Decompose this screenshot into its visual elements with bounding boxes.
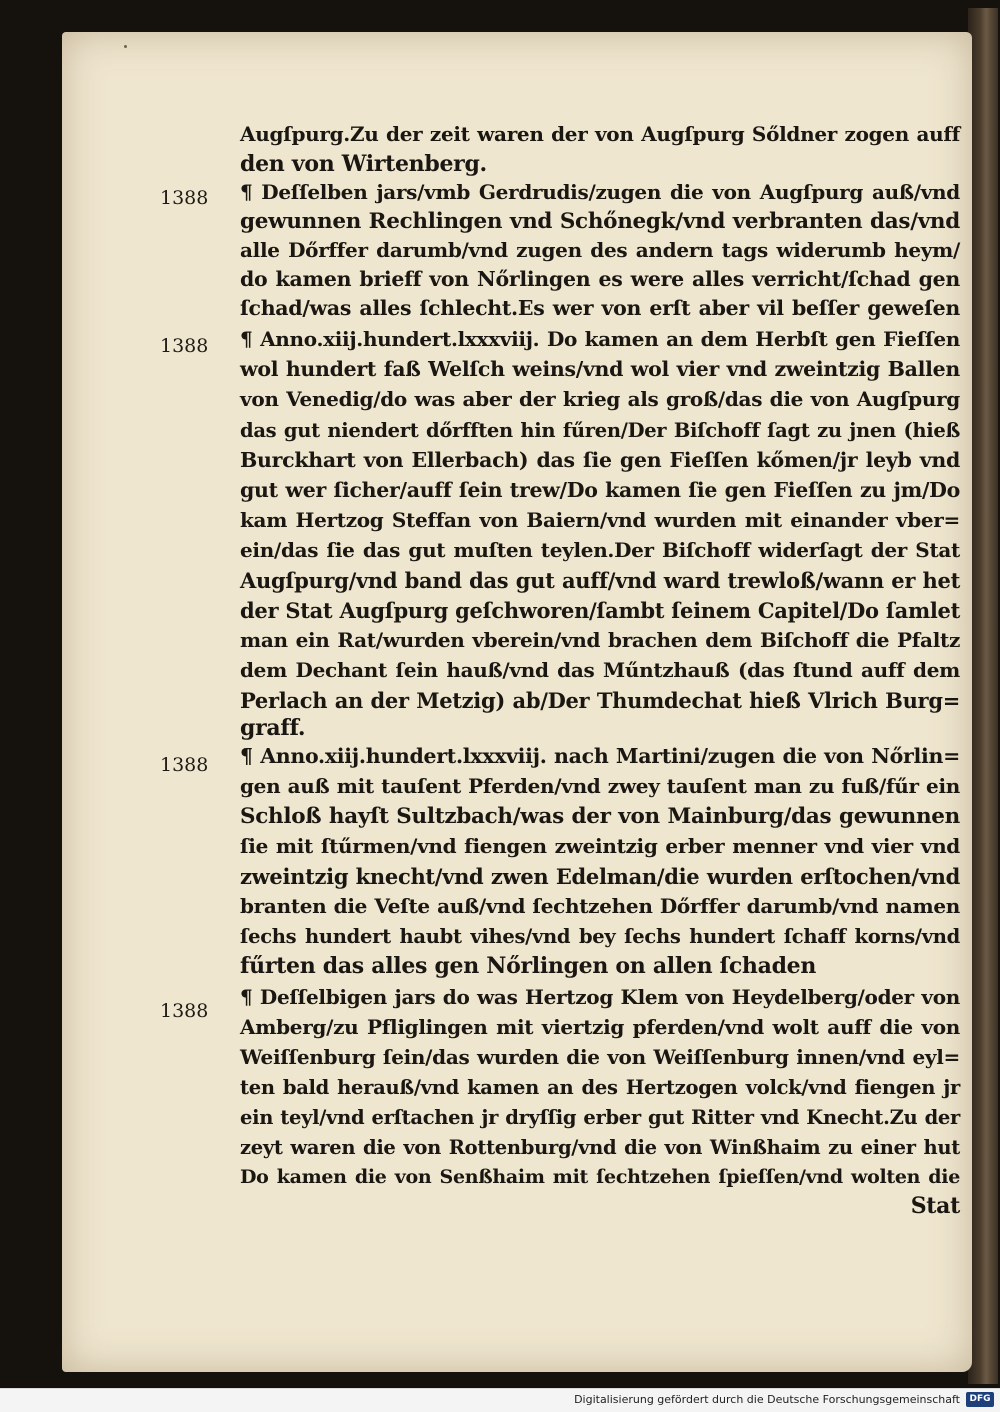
text-line: von Venedig/do was aber der krieg als groß/das die von Augſpurg xyxy=(240,387,960,411)
text-line: Augſpurg/vnd band das gut auff/vnd ward trewloß/wann er het xyxy=(240,568,960,593)
year-marginal-note: 1388 xyxy=(160,754,209,776)
text-line: Burckhart von Ellerbach) das ſie gen Fieſſen kőmen/jr leyb vnd xyxy=(240,448,960,472)
text-line: branten die Veſte auß/vnd ſechtzehen Dőrffer darumb/vnd namen xyxy=(240,894,960,918)
text-line: gut wer ſicher/auff ſein trew/Do kamen ſie gen Fieſſen zu jm/Do xyxy=(240,478,960,502)
text-line: ¶ Deſſelben jars/vmb Gerdrudis/zugen die von Augſpurg auß/vnd xyxy=(240,180,960,204)
text-line: ¶ Anno.xiij.hundert.lxxxviij. nach Martini/zugen die von Nőrlin= xyxy=(240,744,960,768)
year-marginal-note: 1388 xyxy=(160,1000,209,1022)
text-line: ſie mit ſtűrmen/vnd fiengen zweintzig erber menner vnd vier vnd xyxy=(240,834,960,858)
book-edge xyxy=(968,8,998,1384)
text-line: den von Wirtenberg. xyxy=(240,151,487,177)
footer-bar xyxy=(0,1388,1000,1412)
year-marginal-note: 1388 xyxy=(160,335,209,357)
year-marginal-note: 1388 xyxy=(160,187,209,209)
text-line: wol hundert faß Welſch weins/vnd wol vier vnd zweintzig Ballen xyxy=(240,357,960,381)
text-line: ſechs hundert haubt vihes/vnd bey ſechs hundert ſchaff korns/vnd xyxy=(240,925,960,948)
text-line: gen auß mit tauſent Pferden/vnd zwey tauſent man zu fuß/fűr ein xyxy=(240,774,960,798)
text-line: ſchad/was alles ſchlecht.Es wer von erſt aber vil beſſer geweſen xyxy=(240,296,960,320)
text-line: ein/das ſie das gut muſten teylen.Der Biſchoff widerſagt der Stat xyxy=(240,538,960,562)
text-line: ten bald herauß/vnd kamen an des Hertzogen volck/vnd fiengen jr xyxy=(240,1076,960,1099)
text-line: gewunnen Rechlingen vnd Schőnegk/vnd verbranten das/vnd xyxy=(240,209,960,234)
text-line: ein teyl/vnd erſtachen jr dryſſig erber gut Ritter vnd Knecht.Zu der xyxy=(240,1106,960,1129)
text-line: Augſpurg.Zu der zeit waren der von Augſpurg Sőldner zogen auff xyxy=(240,122,960,146)
text-line: zeyt waren die von Rottenburg/vnd die von Winßhaim zu einer hut xyxy=(240,1136,960,1159)
page-mark xyxy=(124,45,127,48)
text-line: das gut niendert dőrfften hin fűren/Der Biſchoff ſagt zu jnen (hieß xyxy=(240,419,960,442)
text-line: Perlach an der Metzig) ab/Der Thumdechat hieß Vlrich Burg= xyxy=(240,688,960,713)
catchword: Stat xyxy=(910,1193,960,1219)
text-line: alle Dőrffer darumb/vnd zugen des andern tags widerumb heym/ xyxy=(240,238,960,262)
text-line: Weiſſenburg ſein/das wurden die von Weiſſenburg innen/vnd eyl= xyxy=(240,1045,960,1069)
text-line: fűrten das alles gen Nőrlingen on allen ſchaden xyxy=(240,953,817,979)
text-line: graff. xyxy=(240,715,306,741)
text-line: man ein Rat/wurden vberein/vnd brachen dem Biſchoff die Pfaltz xyxy=(240,628,960,652)
text-line: zweintzig knecht/vnd zwen Edelman/die wurden erſtochen/vnd xyxy=(240,864,960,889)
text-line: dem Dechant ſein hauß/vnd das Műntzhauß (das ſtund auff dem xyxy=(240,658,960,682)
text-line: ¶ Anno.xiij.hundert.lxxxviij. Do kamen an dem Herbſt gen Fieſſen xyxy=(240,327,960,351)
text-line: Do kamen die von Senßhaim mit ſechtzehen ſpieſſen/vnd wolten die xyxy=(240,1166,960,1188)
text-line: Schloß hayſt Sultzbach/was der von Mainburg/das gewunnen xyxy=(240,804,960,829)
text-line: der Stat Augſpurg geſchworen/ſambt ſeinem Capitel/Do ſamlet xyxy=(240,598,960,623)
text-line: Amberg/zu Pfliglingen mit viertzig pferden/vnd wolt auff die von xyxy=(240,1015,960,1039)
text-line: do kamen brieff von Nőrlingen es were alles verricht/ſchad gen xyxy=(240,267,960,291)
text-line: ¶ Deſſelbigen jars do was Hertzog Klem von Heydelberg/oder von xyxy=(240,985,960,1009)
text-line: kam Hertzog Steffan von Baiern/vnd wurden mit einander vber= xyxy=(240,508,960,532)
dfg-logo-icon: DFG xyxy=(966,1392,994,1407)
funding-credit: Digitalisierung gefördert durch die Deutsche Forschungsgemeinschaft xyxy=(574,1393,960,1406)
